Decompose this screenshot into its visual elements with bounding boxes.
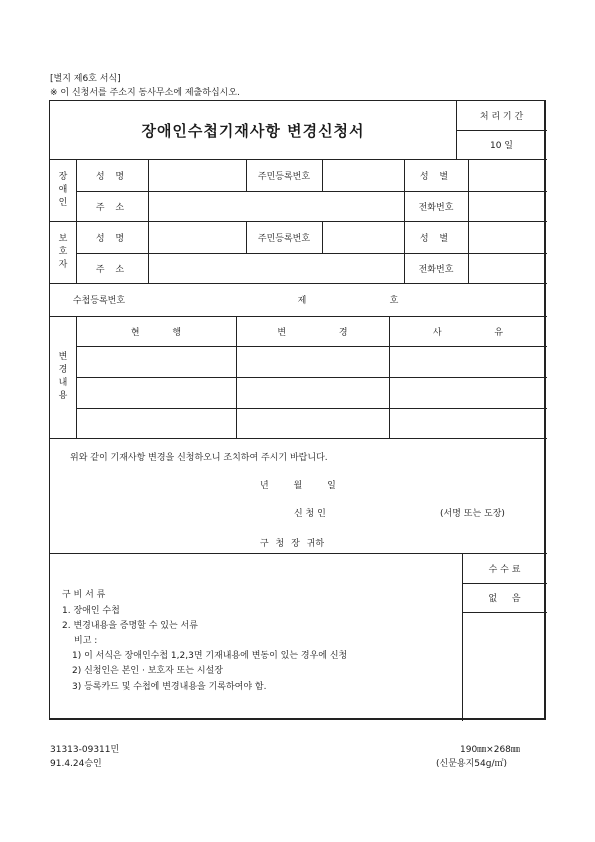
card-number-field[interactable] [149,284,546,315]
guardian-section-label: 보 호 자 [58,233,68,270]
current-field-3[interactable] [77,409,235,437]
reason-field-2[interactable] [390,378,546,407]
fee-label: 수 수 료 [488,564,521,575]
document-item-1: 1. 장애인 수첩 [62,605,120,616]
note-3: 3) 등록카드 및 수첩에 변경내용을 기록하여야 함. [72,681,267,692]
applicant-sex-label: 성 별 [419,171,453,182]
declaration-text: 위와 같이 기재사항 변경을 신청하오니 조치하여 주시기 바랍니다. [70,452,328,463]
column-reason: 사 유 [432,327,504,338]
change-field-2[interactable] [237,378,388,407]
applicant-section-label: 장 애 인 [58,171,68,208]
guardian-name-label: 성 명 [95,233,129,244]
application-form [49,100,546,720]
applicant-rrn-label: 주민등록번호 [257,171,311,182]
form-number: [별지 제6호 서식] [50,74,121,84]
paper-type: (신문용지54g/㎡) [436,759,507,769]
processing-period-value: 10 일 [489,141,513,151]
document-item-2: 2. 변경내용을 증명할 수 있는 서류 [62,620,198,631]
declaration-applicant: 신 청 인 [294,508,326,519]
documents-title: 구 비 서 류 [62,589,106,600]
card-number-label: 수첩등록번호 [72,296,126,306]
note-2: 2) 신청인은 본인 · 보호자 또는 시설장 [72,665,223,676]
change-field-3[interactable] [237,409,388,437]
processing-period-label: 처 리 기 간 [479,112,524,122]
reason-field-3[interactable] [390,409,546,437]
guardian-address-field[interactable] [149,254,403,282]
applicant-name-label: 성 명 [95,171,129,182]
applicant-address-field[interactable] [149,192,403,220]
declaration-date: 년 월 일 [260,480,336,491]
form-title: 장애인수첩기재사항 변경신청서 [141,121,365,140]
current-field-1[interactable] [77,347,235,376]
current-field-2[interactable] [77,378,235,407]
guardian-sex-label: 성 별 [419,233,453,244]
change-field-1[interactable] [237,347,388,376]
declaration-addressee: 구 청 장 귀하 [260,538,325,549]
applicant-sex-field[interactable] [469,160,546,190]
guardian-phone-field[interactable] [469,254,546,282]
fee-value: 없 음 [488,594,521,604]
change-section-label: 변 경 내 용 [58,352,68,401]
applicant-name-field[interactable] [149,160,246,190]
paper-size: 190㎜×268㎜ [460,745,520,755]
guardian-name-field[interactable] [149,222,246,252]
applicant-rrn-field[interactable] [323,160,404,190]
applicant-phone-field[interactable] [469,192,546,220]
guardian-address-label: 주 소 [95,264,129,275]
note-1: 1) 이 서식은 장애인수첩 1,2,3면 기재내용에 변동이 있는 경우에 신청 [72,650,348,661]
approval-date: 91.4.24승인 [50,759,102,769]
card-number-je: 제 [297,296,307,306]
submission-instruction: ※ 이 신청서를 주소지 동사무소에 제출하십시오. [50,88,240,98]
note-title: 비고 : [74,635,98,646]
guardian-rrn-label: 주민등록번호 [257,233,311,244]
guardian-phone-label: 전화번호 [418,264,454,275]
column-current: 현 행 [130,327,182,338]
signature-note: (서명 또는 도장) [440,508,505,519]
reason-field-1[interactable] [390,347,546,376]
column-change: 변 경 [277,327,348,338]
applicant-signature-field[interactable] [350,502,432,520]
guardian-sex-field[interactable] [469,222,546,252]
applicant-address-label: 주 소 [95,202,129,213]
applicant-phone-label: 전화번호 [418,202,454,213]
form-code: 31313-09311민 [50,745,120,755]
guardian-rrn-field[interactable] [323,222,404,252]
card-number-ho: 호 [389,296,399,306]
